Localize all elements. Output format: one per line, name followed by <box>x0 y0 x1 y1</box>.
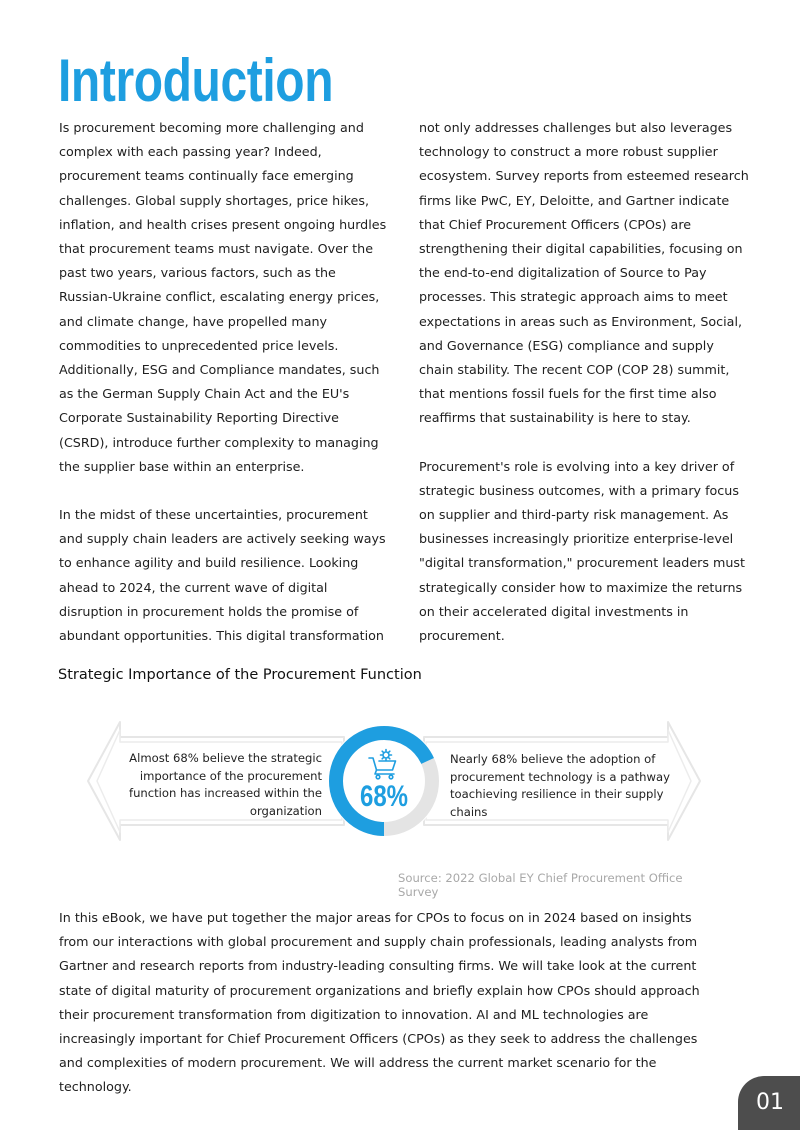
survey-infographic <box>84 720 724 845</box>
intro-paragraph: not only addresses challenges but also leverages technology to construct a more robust supplier ecosystem. Survey reports from esteemed research firms like PwC, EY, Deloitte, and Gartner indicate that Chief Procurement Officers (CPOs) are strengthening their digital capabilities, focusing on the end-to-end digitalization of Source to Pay processes. This strategic approach aims to meet expectations in areas such as Environment, Social, and Governance (ESG) compliance and supply chain stability. The recent COP (COP 28) summit, that mentions fossil fuels for the first time also reaffirms that sustainability is here to stay. <box>419 120 749 426</box>
intro-paragraph: Procurement's role is evolving into a key driver of strategic business outcomes, with a primary focus on supplier and third-party risk management. As businesses increasingly prioritize enterprise-level "digital transformation," procurement leaders must strategically consider how to maximize the returns on their accelerated digital investments in procurement. <box>419 458 746 644</box>
shopping-cart-gear-icon <box>367 748 401 780</box>
source-note: Source: 2022 Global EY Chief Procurement Office Survey <box>398 871 683 899</box>
section-heading: Strategic Importance of the Procurement Function <box>58 667 422 683</box>
closing-paragraph: In this eBook, we have put together the major areas for CPOs to focus on in 2024 based on insights from our interactions with global procurement and supply chain professionals, leading analysts from Gartner and research reports from industry-leading consulting firms. We will take look at the current state of digital maturity of procurement organizations and briefly explain how CPOs should approach their procurement transformation from digitization to innovation. AI and ML technologies are increasingly important for Chief Procurement Officers (CPOs) as they seek to address the challenges and complexities of modern procurement. We will address the current market scenario for the technology. <box>59 910 700 1095</box>
intro-right-column <box>419 116 749 672</box>
page-title: Introduction <box>58 47 334 114</box>
percent-label: 68% <box>359 780 409 813</box>
intro-paragraph: Is procurement becoming more challenging and complex with each passing year? Indeed, procurement teams continually face emerging challenges. Global supply shortages, price hikes, inflation, and health crises present ongoing hurdles that procurement teams must navigate. Over the past two years, various factors, such as the Russian-Ukraine conflict, escalating energy prices, and climate change, have propelled many commodities to unprecedented price levels. Additionally, ESG and Compliance mandates, such as the German Supply Chain Act and the EU's Corporate Sustainability Reporting Directive (CSRD), introduce further complexity to managing the supplier base within an enterprise. <box>59 120 387 474</box>
stat-left-text: Almost 68% believe the strategic importance of the procurement function has increased within the organization <box>128 751 322 818</box>
intro-left-column <box>59 116 387 672</box>
stat-right-text: Nearly 68% believe the adoption of procurement technology is a pathway toachieving resilience in their supply chains <box>450 752 670 819</box>
page-number-badge: 01 <box>738 1076 800 1130</box>
intro-paragraph: In the midst of these uncertainties, procurement and supply chain leaders are actively seeking ways to enhance agility and build resilience. Looking ahead to 2024, the current wave of digital disruption in procurement holds the promise of abundant opportunities. This digital transformation <box>59 507 386 644</box>
